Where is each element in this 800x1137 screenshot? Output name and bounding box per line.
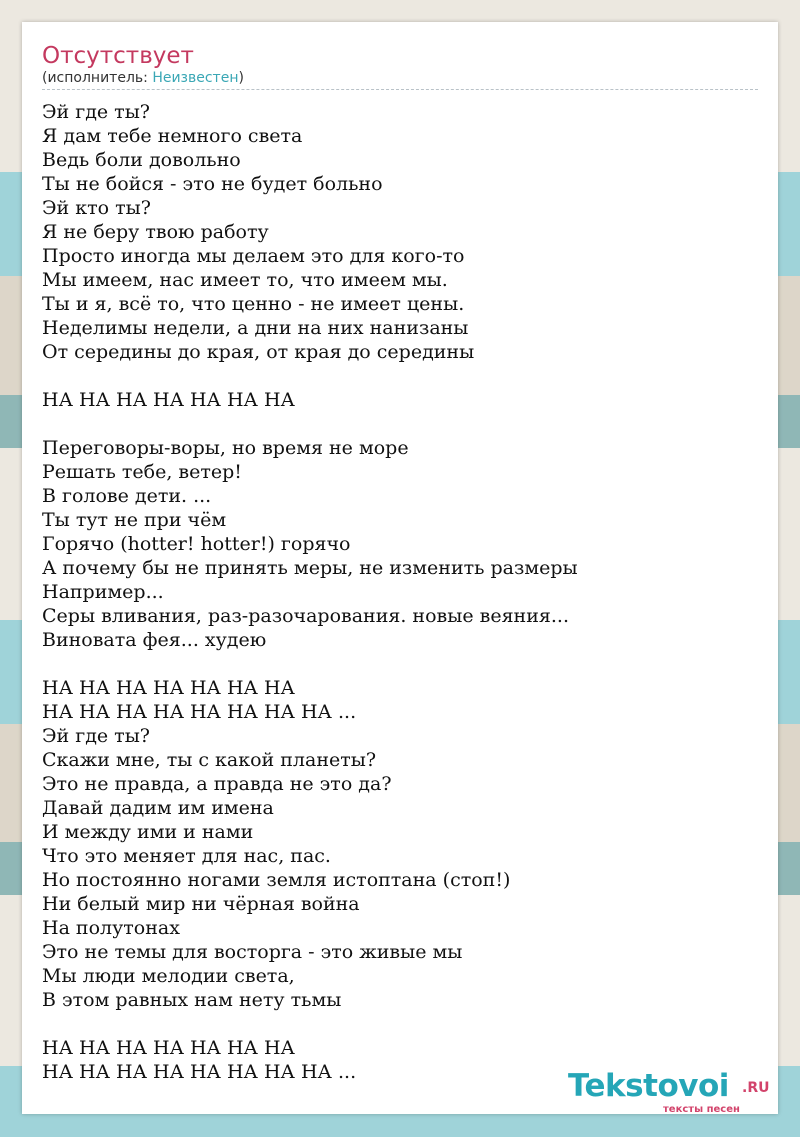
lyric-line: Ведь боли довольно (42, 149, 241, 171)
logo-tagline: тексты песен (663, 1104, 740, 1115)
lyric-line: Эй где ты? (42, 101, 150, 123)
artist-line (42, 70, 244, 86)
lyrics-body (42, 100, 762, 1084)
lyric-line: Что это меняет для нас, пас. (42, 845, 331, 867)
lyric-line: Но постоянно ногами земля истоптана (стоп!) (42, 869, 511, 891)
lyric-line (42, 364, 762, 388)
lyric-line: Эй кто ты? (42, 197, 151, 219)
song-title: Отсутствует (42, 43, 194, 69)
lyrics-page (22, 22, 778, 1114)
lyric-line: Мы имеем, нас имеет то, что имеем мы. (42, 269, 448, 291)
lyric-line (42, 1012, 762, 1036)
lyric-line: Я дам тебе немного света (42, 125, 303, 147)
lyric-line: Это не правда, а правда не это да? (42, 773, 392, 795)
lyric-line: Эй где ты? (42, 725, 150, 747)
artist-prefix: (исполнитель: (42, 70, 153, 86)
lyric-line: В этом равных нам нету тьмы (42, 989, 342, 1011)
lyric-line: Например... (42, 581, 164, 603)
lyric-line: Неделимы недели, а дни на них нанизаны (42, 317, 469, 339)
lyric-line: Ты тут не при чём (42, 509, 227, 531)
lyric-line: Это не темы для восторга - это живые мы (42, 941, 463, 963)
logo-domain: .RU (742, 1080, 770, 1096)
lyric-line: В голове дети. ... (42, 485, 212, 507)
lyric-line: Я не беру твою работу (42, 221, 269, 243)
lyric-line: НА НА НА НА НА НА НА НА ... (42, 701, 357, 723)
lyric-line: Переговоры-воры, но время не море (42, 437, 409, 459)
lyric-line: НА НА НА НА НА НА НА НА ... (42, 1061, 357, 1083)
lyric-line: Давай дадим им имена (42, 797, 274, 819)
lyric-line: НА НА НА НА НА НА НА (42, 389, 295, 411)
lyric-line: Ты не бойся - это не будет больно (42, 173, 383, 195)
lyric-line: Виновата фея... худею (42, 629, 267, 651)
artist-link[interactable]: Неизвестен (152, 70, 239, 86)
lyric-line: Серы вливания, раз-разочарования. новые веяния... (42, 605, 569, 627)
lyric-line: На полутонах (42, 917, 180, 939)
logo-wordmark: Tekstovoi (568, 1068, 729, 1104)
artist-suffix: ) (238, 70, 244, 86)
lyric-line (42, 652, 762, 676)
lyric-line: И между ими и нами (42, 821, 254, 843)
lyric-line: Ты и я, всё то, что ценно - не имеет цены. (42, 293, 465, 315)
lyric-line: Скажи мне, ты с какой планеты? (42, 749, 377, 771)
lyric-line: Ни белый мир ни чёрная война (42, 893, 360, 915)
lyric-line: Мы люди мелодии света, (42, 965, 295, 987)
lyric-line: А почему бы не принять меры, не изменить размеры (42, 557, 578, 579)
site-logo[interactable] (568, 1066, 778, 1116)
lyric-line: Горячо (hotter! hotter!) горячо (42, 533, 351, 555)
lyric-line (42, 412, 762, 436)
lyric-line: Решать тебе, ветер! (42, 461, 242, 483)
lyric-line: От середины до края, от края до середины (42, 341, 475, 363)
lyric-line: Просто иногда мы делаем это для кого-то (42, 245, 465, 267)
header-divider (42, 89, 758, 90)
lyric-line: НА НА НА НА НА НА НА (42, 677, 295, 699)
lyric-line: НА НА НА НА НА НА НА (42, 1037, 295, 1059)
